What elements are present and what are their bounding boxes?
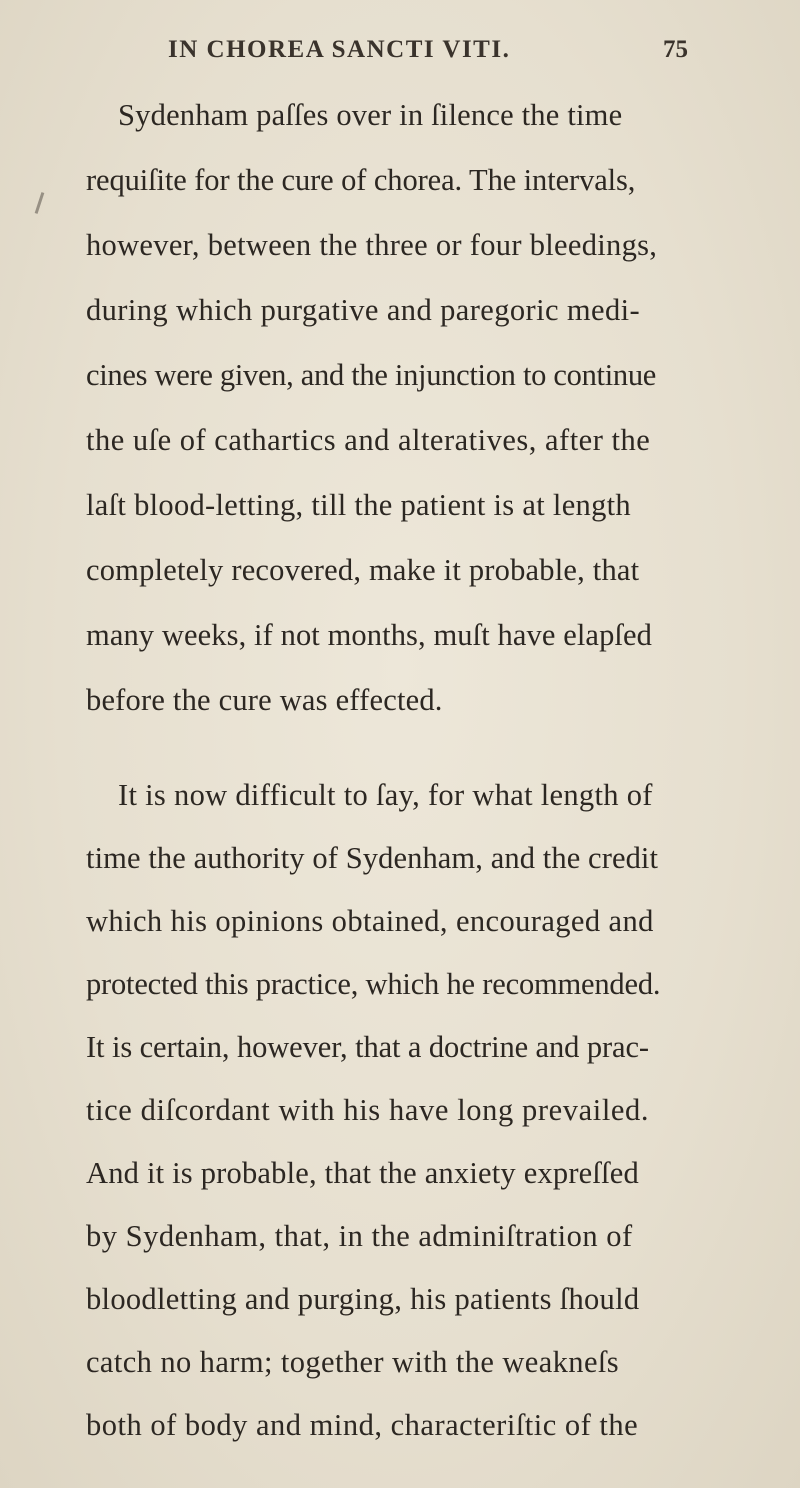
text-line: which his opinions obtained, encouraged and [86, 904, 654, 938]
text-line: bloodletting and purging, his patients ſhould [86, 1282, 640, 1316]
text-line: And it is probable, that the anxiety expreſſed [86, 1156, 639, 1190]
text-line: Sydenham paſſes over in ſilence the time [118, 98, 623, 132]
text-line: both of body and mind, characteriſtic of the [86, 1408, 639, 1442]
page-number: 75 [663, 36, 688, 63]
text-line: laſt blood-letting, till the patient is at length [86, 488, 631, 522]
running-head: IN CHOREA SANCTI VITI. [168, 36, 511, 63]
page-header [168, 36, 688, 70]
text-line: cines were given, and the injunction to continue [86, 358, 657, 392]
text-line: tice diſcordant with his have long prevailed. [86, 1093, 650, 1127]
margin-mark [35, 192, 45, 214]
text-line: during which purgative and paregoric medi- [86, 293, 641, 327]
text-line: the uſe of cathartics and alteratives, after the [86, 423, 651, 457]
text-line: by Sydenham, that, in the adminiſtration of [86, 1219, 633, 1253]
text-line: completely recovered, make it probable, that [86, 553, 640, 587]
text-line: however, between the three or four bleedings, [86, 228, 658, 262]
text-line: before the cure was effected. [86, 683, 443, 717]
text-line: It is now difficult to ſay, for what length of [118, 778, 653, 812]
text-line: time the authority of Sydenham, and the credit [86, 841, 659, 875]
text-line: protected this practice, which he recommended. [86, 967, 661, 1001]
text-line: catch no harm; together with the weakneſs [86, 1345, 620, 1379]
text-line: many weeks, if not months, muſt have elapſed [86, 618, 652, 652]
text-line: It is certain, however, that a doctrine and prac- [86, 1030, 649, 1064]
text-line: requiſite for the cure of chorea. The intervals, [86, 163, 636, 197]
